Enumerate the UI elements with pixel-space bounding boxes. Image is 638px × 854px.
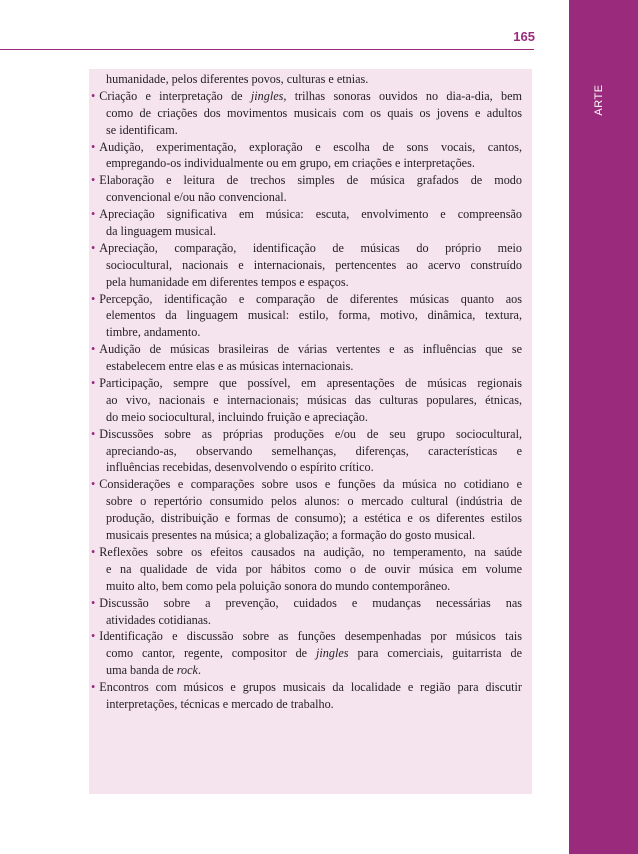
text-line: ao vivo, nacionais e internacionais; músicas das culturas populares, étnicas, <box>106 392 522 407</box>
italic-term: jingles <box>250 88 284 103</box>
side-color-band <box>569 0 638 854</box>
text-line: • Identificação e discussão sobre as funções desempenhadas por músicos tais <box>91 629 522 644</box>
list-item <box>91 375 522 426</box>
bullet-icon: • <box>91 426 96 441</box>
text-line: como cantor, regente, compositor de jingles para comerciais, guitarrista de <box>106 646 522 661</box>
text-line: • Audição, experimentação, exploração e escolha de sons vocais, cantos, <box>91 139 522 154</box>
text-line: e na qualidade de vida por hábitos como o de ouvir música em volume <box>106 561 522 576</box>
bullet-icon: • <box>91 173 96 188</box>
text-line: • Percepção, identificação e comparação de diferentes músicas quanto aos <box>91 291 522 306</box>
bullet-icon: • <box>91 629 96 644</box>
bullet-icon: • <box>91 88 96 103</box>
bullet-icon: • <box>91 240 96 255</box>
bullet-icon: • <box>91 207 96 222</box>
text-line: • Audição de músicas brasileiras de várias vertentes e as influências que se <box>91 342 522 357</box>
text-line: atividades cotidianas. <box>106 612 211 627</box>
list-item <box>91 476 522 544</box>
list-item <box>91 88 522 139</box>
text-line: elementos da linguagem musical: estilo, forma, motivo, dinâmica, textura, <box>106 308 522 323</box>
text-line: interpretações, técnicas e mercado de trabalho. <box>106 696 334 711</box>
text-line: apreciando-as, observando semelhanças, diferenças, características e <box>106 443 522 458</box>
text-line: • Apreciação, comparação, identificação de músicas do próprio meio <box>91 240 522 255</box>
text-line: musicais presentes na música; a globalização; a formação do gosto musical. <box>106 528 476 543</box>
list-item <box>91 71 522 88</box>
text-line: • Participação, sempre que possível, em apresentações de músicas regionais <box>91 376 522 391</box>
bullet-icon: • <box>91 139 96 154</box>
bullet-icon: • <box>91 595 96 610</box>
list-item <box>91 544 522 595</box>
bullet-icon: • <box>91 544 96 559</box>
italic-term: rock <box>176 663 198 678</box>
italic-term: jingles <box>316 646 349 661</box>
list-item <box>91 595 522 629</box>
list-item <box>91 628 522 679</box>
text-line: • Considerações e comparações sobre usos e funções da música no cotidiano e <box>91 477 522 492</box>
list-item <box>91 172 522 206</box>
bullet-icon: • <box>91 291 96 306</box>
bullet-icon: • <box>91 376 96 391</box>
header-rule <box>0 49 534 50</box>
text-line: • Discussão sobre a prevenção, cuidados e mudanças necessárias nas <box>91 595 522 610</box>
text-line: sociocultural, nacionais e internacionais, pertencentes ao acervo construído <box>106 257 522 272</box>
text-line: • Elaboração e leitura de trechos simples de música grafados de modo <box>91 173 522 188</box>
list-item <box>91 206 522 240</box>
text-line: • Criação e interpretação de jingles, trilhas sonoras ouvidos no dia-a-dia, bem <box>91 88 522 103</box>
text-line: muito alto, bem como pela poluição sonora do mundo contemporâneo. <box>106 578 451 593</box>
text-line: timbre, andamento. <box>106 325 201 340</box>
bullet-icon: • <box>91 680 96 695</box>
text-line: produção, distribuição e formas de consumo); a estética e os diferentes estilos <box>106 511 522 526</box>
list-item <box>91 291 522 342</box>
text-line: da linguagem musical. <box>106 224 216 239</box>
list-item <box>91 426 522 477</box>
text-line: se identificam. <box>106 122 178 137</box>
text-line: uma banda de rock. <box>106 663 201 678</box>
text-line: do meio sociocultural, incluindo fruição e apreciação. <box>106 409 368 424</box>
text-line: • Reflexões sobre os efeitos causados na audição, no temperamento, na saúde <box>91 544 522 559</box>
text-line: • Apreciação significativa em música: escuta, envolvimento e compreensão <box>91 207 522 222</box>
text-line: empregando-os individualmente ou em grupo, em criações e interpretações. <box>106 156 475 171</box>
text-line: humanidade, pelos diferentes povos, culturas e etnias. <box>106 72 369 86</box>
section-label: ARTE <box>593 84 605 116</box>
text-line: • Discussões sobre as próprias produções e/ou de seu grupo sociocultural, <box>91 426 522 441</box>
text-line: sobre o repertório consumido pelos alunos: o mercado cultural (indústria de <box>106 494 522 509</box>
list-item <box>91 240 522 291</box>
list-item <box>91 341 522 375</box>
text-line: estabelecem entre elas e as músicas internacionais. <box>106 359 354 374</box>
text-line: pela humanidade em diferentes tempos e espaços. <box>106 274 349 289</box>
text-line: influências recebidas, desenvolvendo o espírito crítico. <box>106 460 374 475</box>
bullet-icon: • <box>91 477 96 492</box>
page-number: 165 <box>513 29 535 44</box>
bullet-list <box>91 71 522 713</box>
list-item <box>91 139 522 173</box>
text-line: como de criações dos movimentos musicais com os quais os jovens e adultos <box>106 105 522 120</box>
text-line: convencional e/ou não convencional. <box>106 190 287 205</box>
bullet-icon: • <box>91 342 96 357</box>
list-item <box>91 679 522 713</box>
text-line: • Encontros com músicos e grupos musicais da localidade e região para discutir <box>91 680 522 695</box>
